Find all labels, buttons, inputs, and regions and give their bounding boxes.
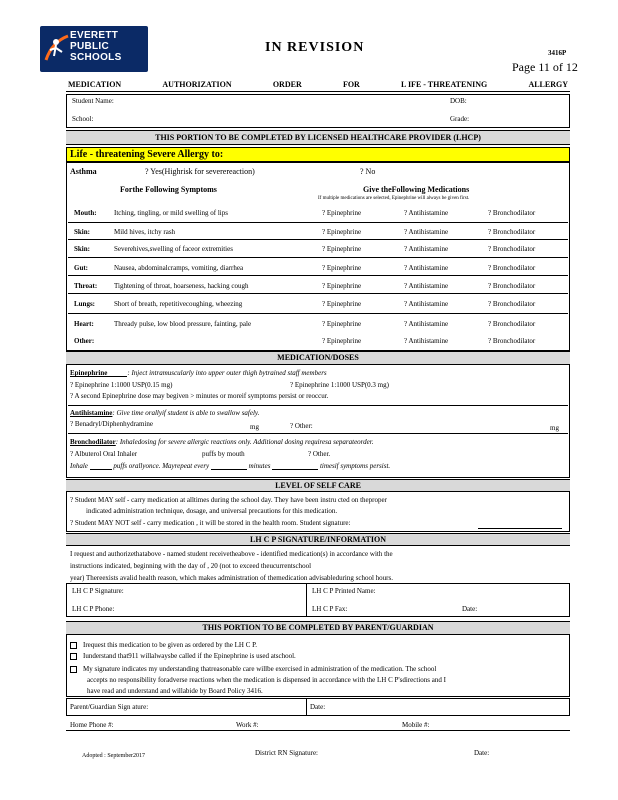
antihistamine-checkbox[interactable]: ? Antihistamine <box>404 264 449 272</box>
swoosh-icon <box>44 32 70 66</box>
epinephrine-checkbox[interactable]: ? Epinephrine <box>322 282 362 290</box>
epinephrine-checkbox[interactable]: ? Epinephrine <box>322 228 362 236</box>
parent-section-band: THIS PORTION TO BE COMPLETED BY PARENT/GUARDIAN <box>66 621 570 635</box>
lhcp-printed-name-label: LH C P Printed Name: <box>312 587 376 595</box>
antihistamine-checkbox[interactable]: ? Antihistamine <box>404 209 449 217</box>
minutes-field[interactable] <box>211 469 247 470</box>
policy-code: 3416P <box>548 49 567 57</box>
antihistamine-instruction: Antihistamine: Give time orallyif student is able to swallow safely. <box>70 409 260 417</box>
antihistamine-checkbox[interactable]: ? Antihistamine <box>404 300 449 308</box>
give-meds-header: Give theFollowing Medications <box>363 185 470 194</box>
epinephrine-checkbox[interactable]: ? Epinephrine <box>322 264 362 272</box>
student-name-label: Student Name: <box>72 97 114 105</box>
benadryl-checkbox[interactable]: ? Benadryl/Diphenhydramine <box>70 420 154 428</box>
multiple-meds-note: If multiple medications are selected, Epinephrine will always be given first. <box>318 196 470 201</box>
district-rn-signature-field[interactable] <box>336 747 456 757</box>
allergy-title-bar: Life - threatening Severe Allergy to: <box>66 147 570 162</box>
self-care-band: LEVEL OF SELF CARE <box>66 479 570 492</box>
epinephrine-checkbox[interactable]: ? Epinephrine <box>322 320 362 328</box>
times-field[interactable] <box>272 469 318 470</box>
antihistamine-checkbox[interactable]: ? Antihistamine <box>404 228 449 236</box>
may-not-self-carry-checkbox[interactable]: ? Student MAY NOT self - carry medication , it will be stored in the health room. Student signature: <box>70 519 351 527</box>
lhcp-fax-label: LH C P Fax: <box>312 605 348 613</box>
asthma-yes-checkbox[interactable]: ? Yes(Highrisk for severereaction) <box>145 167 255 176</box>
epinephrine-03-checkbox[interactable]: ? Epinephrine 1:1000 USP(0.3 mg) <box>290 381 389 389</box>
bronchodilator-checkbox[interactable]: ? Bronchodilator <box>488 264 536 272</box>
puffs-field[interactable] <box>90 469 112 470</box>
revision-title: IN REVISION <box>265 40 365 55</box>
dob-field[interactable] <box>468 96 563 106</box>
lhcp-signature-label: LH C P Signature: <box>72 587 124 595</box>
lhcp-date-label: Date: <box>462 605 478 613</box>
bronchodilator-checkbox[interactable]: ? Bronchodilator <box>488 282 536 290</box>
dob-label: DOB: <box>450 97 467 105</box>
home-phone-field[interactable] <box>118 719 228 729</box>
epinephrine-checkbox[interactable]: ? Epinephrine <box>322 209 362 217</box>
parent-signature-field[interactable] <box>160 701 300 711</box>
page-number: Page 11 of 12 <box>512 60 578 74</box>
consent-item-continued: accepts no responsibility foradverse reactions when the medication is dispensed in accordance with the LH C P'sdirections and I <box>87 676 446 684</box>
consent-item: My signature indicates my understanding thatreasonable care willbe exercised in administration of the medication. The school <box>70 665 436 673</box>
consent-item: Iunderstand that911 willalwaysbe called if the Epinephrine is used atschool. <box>70 652 296 660</box>
checkbox-icon[interactable] <box>70 666 77 673</box>
school-field[interactable] <box>100 114 430 124</box>
may-self-carry-checkbox[interactable]: ? Student MAY self - carry medication at alltimes during the school day. They have been instru cted on theproper <box>70 496 387 504</box>
bronchodilator-checkbox[interactable]: ? Bronchodilator <box>488 300 536 308</box>
home-phone-label: Home Phone #: <box>70 721 114 729</box>
authorization-text: year) Thereexists avalid health reason, which makes administration of themedication advisableduring school hours. <box>70 574 393 582</box>
bronchodilator-instruction: Bronchodilator: Inhaledosing for severe allergic reactions only. Additional dosing requiresa separateorder. <box>70 438 374 446</box>
bronchodilator-checkbox[interactable]: ? Bronchodilator <box>488 209 536 217</box>
antihistamine-other-checkbox[interactable]: ? Other: <box>290 422 313 430</box>
epinephrine-checkbox[interactable]: ? Epinephrine <box>322 245 362 253</box>
parent-signature-label: Parent/Guardian Sign ature: <box>70 703 149 711</box>
self-carry-note: indicated administration technique, dosage, and universal precautions for this medication. <box>86 507 338 515</box>
consent-item: Irequest this medication to be given as ordered by the LH C P. <box>70 641 257 649</box>
logo-text: EVERETT PUBLIC SCHOOLS <box>70 30 122 63</box>
authorization-text: instructions indicated, beginning with the day of , 20 (not to exceed theucurrentschool <box>70 562 312 570</box>
student-name-field[interactable] <box>130 96 430 106</box>
bronchodilator-checkbox[interactable]: ? Bronchodilator <box>488 337 536 345</box>
bronchodilator-checkbox[interactable]: ? Bronchodilator <box>488 228 536 236</box>
lhcp-signature-band: LH C P SIGNATURE/INFORMATION <box>66 533 570 546</box>
school-label: School: <box>72 115 94 123</box>
antihistamine-checkbox[interactable]: ? Antihistamine <box>404 337 449 345</box>
district-rn-signature-label: District RN Signature: <box>255 749 318 757</box>
bronchodilator-other-checkbox[interactable]: ? Other. <box>308 450 331 458</box>
consent-item-continued: have read and understand and willabide by Board Policy 3416. <box>87 687 263 695</box>
benadryl-mg-label: mg <box>250 423 259 431</box>
lhcp-phone-label: LH C P Phone: <box>72 605 115 613</box>
antihistamine-checkbox[interactable]: ? Antihistamine <box>404 282 449 290</box>
lhcp-signature-field[interactable] <box>140 585 300 595</box>
lhcp-phone-field[interactable] <box>128 603 298 613</box>
checkbox-icon[interactable] <box>70 653 77 660</box>
albuterol-checkbox[interactable]: ? Albuterol Oral Inhaler <box>70 450 138 458</box>
authorization-text: I request and authorizethatabove - named student receivetheabove - identified medication(s) in accordance with the <box>70 550 393 558</box>
epinephrine-checkbox[interactable]: ? Epinephrine <box>322 337 362 345</box>
epinephrine-instruction: Epinephrine : Inject intramuscularly into upper outer thigh bytrained staff members <box>70 369 327 377</box>
antihistamine-checkbox[interactable]: ? Antihistamine <box>404 245 449 253</box>
form-title: MEDICATION AUTHORIZATION ORDER FOR L IFE - THREATENING ALLERGY <box>68 80 568 89</box>
mobile-phone-label: Mobile #: <box>402 721 430 729</box>
puffs-by-mouth-label: puffs by mouth <box>202 450 245 458</box>
second-dose-checkbox[interactable]: ? A second Epinephrine dose may begiven > minutes or moreif symptoms persist or reoccur. <box>70 392 329 400</box>
bronchodilator-checkbox[interactable]: ? Bronchodilator <box>488 320 536 328</box>
student-signature-field[interactable] <box>478 528 562 529</box>
medication-doses-band: MEDICATION/DOSES <box>66 351 570 365</box>
checkbox-icon[interactable] <box>70 642 77 649</box>
antihistamine-checkbox[interactable]: ? Antihistamine <box>404 320 449 328</box>
footer-date-field[interactable] <box>492 747 562 757</box>
parent-date-label: Date: <box>310 703 326 711</box>
work-phone-field[interactable] <box>262 719 392 729</box>
allergen-field[interactable] <box>280 149 560 160</box>
adopted-date: Adopted : September2017 <box>82 753 145 759</box>
lhcp-fax-field[interactable] <box>360 603 455 613</box>
district-logo <box>40 26 148 72</box>
work-phone-label: Work #: <box>236 721 259 729</box>
grade-field[interactable] <box>472 114 562 124</box>
footer-date-label: Date: <box>474 749 490 757</box>
inhale-instruction: Inhale puffs orallyonce. Mayrepeat every minutes timesif symptoms persist. <box>70 462 391 470</box>
other-mg-label: mg <box>550 424 559 432</box>
parent-date-field[interactable] <box>330 701 562 711</box>
asthma-label: Asthma <box>70 167 97 176</box>
grade-label: Grade: <box>450 115 470 123</box>
bronchodilator-checkbox[interactable]: ? Bronchodilator <box>488 245 536 253</box>
lhcp-section-band: THIS PORTION TO BE COMPLETED BY LICENSED HEALTHCARE PROVIDER (LHCP) <box>66 130 570 145</box>
epinephrine-checkbox[interactable]: ? Epinephrine <box>322 300 362 308</box>
epinephrine-015-checkbox[interactable]: ? Epinephrine 1:1000 USP(0.15 mg) <box>70 381 173 389</box>
mobile-phone-field[interactable] <box>436 719 562 729</box>
asthma-no-checkbox[interactable]: ? No <box>360 167 376 176</box>
lhcp-printed-name-field[interactable] <box>395 585 563 595</box>
lhcp-date-field[interactable] <box>482 603 562 613</box>
other-symptom-field[interactable] <box>114 335 314 345</box>
symptoms-header: Forthe Following Symptoms <box>120 185 217 194</box>
